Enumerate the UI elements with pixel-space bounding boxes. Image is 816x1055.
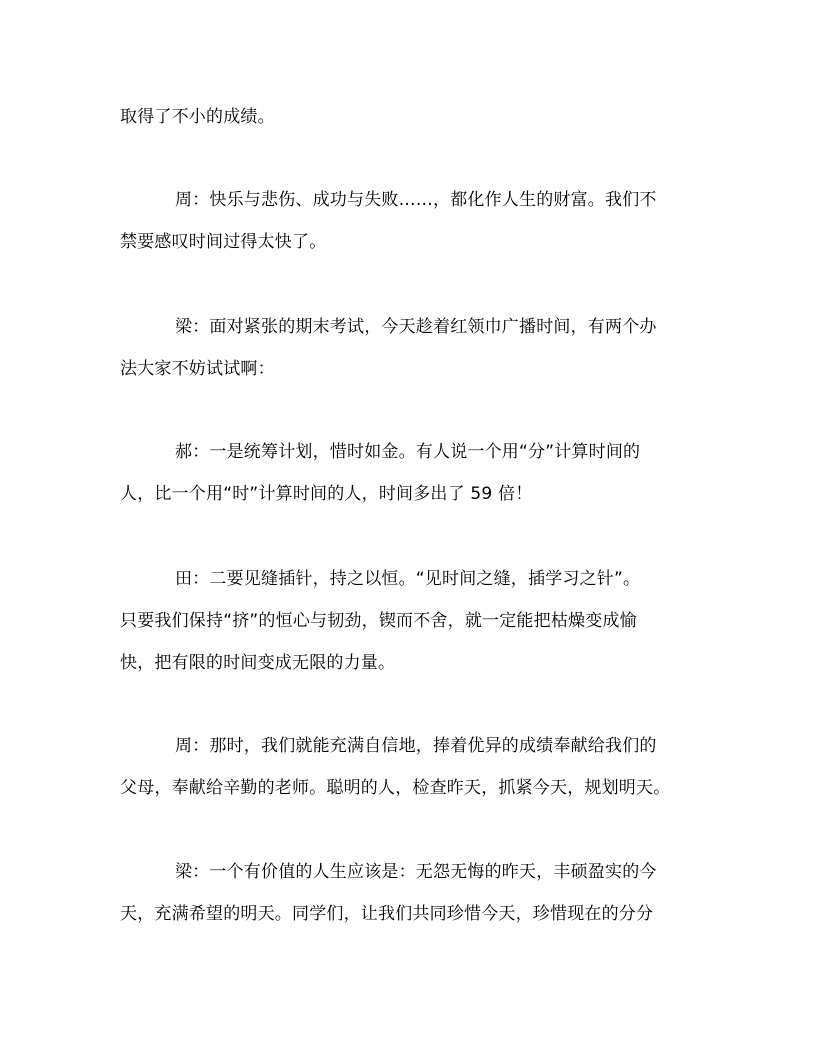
text-line: 梁：一个有价值的人生应该是：无怨无悔的昨天，丰硕盈实的今 xyxy=(175,862,657,882)
text-line: 天，充满希望的明天。同学们，让我们共同珍惜今天，珍惜现在的分分 xyxy=(120,904,654,924)
text-line: 父母，奉献给辛勤的老师。聪明的人，检查昨天，抓紧今天，规划明天。 xyxy=(120,778,671,798)
text-line: 人，比一个用“时”计算时间的人，时间多出了 59 倍！ xyxy=(120,484,533,504)
text-line: 禁要感叹时间过得太快了。 xyxy=(120,232,327,252)
text-line: 法大家不妨试试啊： xyxy=(120,359,275,379)
text-line: 取得了不小的成绩。 xyxy=(120,107,275,127)
text-line: 周：快乐与悲伤、成功与失败……，都化作人生的财富。我们不 xyxy=(175,190,657,210)
text-line: 周：那时，我们就能充满自信地，捧着优异的成绩奉献给我们的 xyxy=(175,736,657,756)
text-line: 只要我们保持“挤”的恒心与韧劲，锲而不舍，就一定能把枯燥变成愉 xyxy=(120,611,637,631)
text-line: 梁：面对紧张的期末考试，今天趁着红领巾广播时间，有两个办 xyxy=(175,317,657,337)
text-line: 快，把有限的时间变成无限的力量。 xyxy=(120,653,396,673)
text-line: 田：二要见缝插针，持之以恒。“见时间之缝，插学习之针”。 xyxy=(175,569,641,589)
text-line: 郝：一是统筹计划，惜时如金。有人说一个用“分”计算时间的 xyxy=(175,442,641,462)
